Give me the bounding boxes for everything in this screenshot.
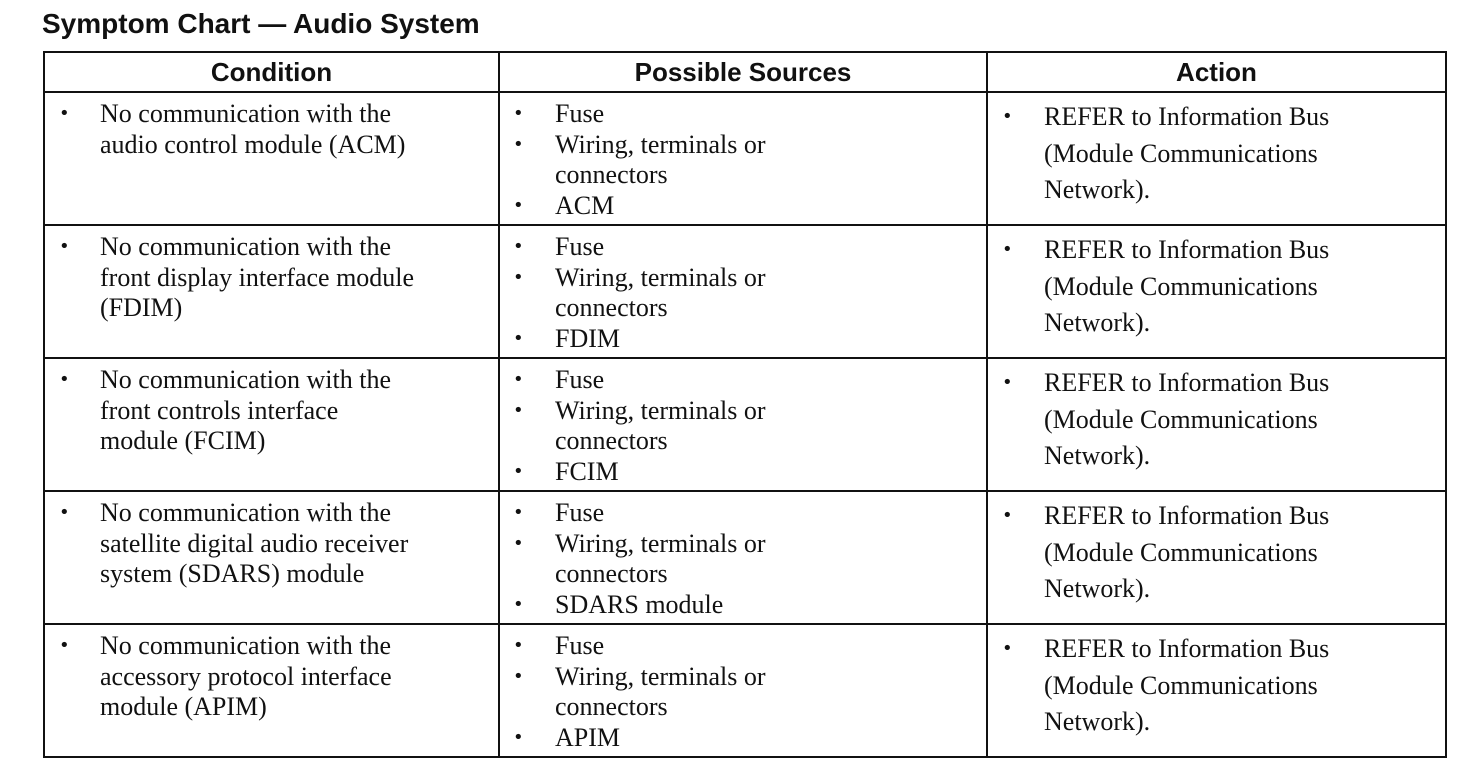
source-item bbox=[500, 232, 986, 263]
action-list bbox=[988, 625, 1445, 741]
bullet-icon: • bbox=[513, 635, 524, 656]
condition-item bbox=[45, 631, 498, 723]
condition-cell bbox=[44, 491, 499, 624]
bullet-icon: • bbox=[1002, 505, 1013, 526]
table-row bbox=[44, 491, 1446, 624]
source-item-text: Fuse bbox=[555, 365, 605, 394]
bullet-icon: • bbox=[513, 502, 524, 523]
bullet-icon: • bbox=[513, 726, 524, 748]
condition-cell bbox=[44, 92, 499, 225]
condition-item bbox=[45, 498, 498, 590]
action-item-text: REFER to Information Bus (Module Communications Network). bbox=[1044, 634, 1330, 736]
bullet-icon: • bbox=[59, 103, 70, 124]
action-cell bbox=[987, 358, 1446, 491]
action-list bbox=[988, 226, 1445, 342]
source-item-text: APIM bbox=[555, 722, 621, 752]
table-row bbox=[44, 92, 1446, 225]
bullet-icon: • bbox=[1002, 239, 1013, 260]
source-item-text: Fuse bbox=[555, 232, 605, 261]
condition-list bbox=[45, 359, 498, 457]
possible-sources-list bbox=[500, 226, 986, 354]
table-row bbox=[44, 624, 1446, 757]
bullet-icon: • bbox=[513, 665, 524, 687]
action-list bbox=[988, 93, 1445, 209]
bullet-icon: • bbox=[513, 593, 524, 615]
source-item-text: FDIM bbox=[555, 323, 621, 353]
bullet-icon: • bbox=[1002, 638, 1013, 659]
condition-item-text: No communication with the accessory protocol interface module (APIM) bbox=[100, 631, 392, 721]
possible-sources-list bbox=[500, 93, 986, 221]
condition-item bbox=[45, 232, 498, 324]
condition-list bbox=[45, 492, 498, 590]
action-item bbox=[988, 365, 1445, 475]
bullet-icon: • bbox=[513, 399, 524, 421]
action-column-header: Action bbox=[987, 52, 1446, 92]
page-title: Symptom Chart — Audio System bbox=[42, 8, 480, 39]
condition-item-text: No communication with the audio control module (ACM) bbox=[100, 99, 406, 159]
action-item-text: REFER to Information Bus (Module Communications Network). bbox=[1044, 235, 1330, 337]
source-item bbox=[500, 498, 986, 529]
source-item bbox=[500, 590, 986, 621]
action-list bbox=[988, 359, 1445, 475]
possible-sources-cell bbox=[499, 624, 987, 757]
bullet-icon: • bbox=[59, 236, 70, 257]
possible-sources-list bbox=[500, 625, 986, 753]
source-item bbox=[500, 662, 986, 723]
condition-item-text: No communication with the front display interface module (FDIM) bbox=[100, 232, 415, 322]
action-cell bbox=[987, 225, 1446, 358]
source-item bbox=[500, 191, 986, 222]
condition-item bbox=[45, 365, 498, 457]
bullet-icon: • bbox=[513, 133, 524, 155]
source-item bbox=[500, 99, 986, 130]
possible-sources-cell bbox=[499, 225, 987, 358]
source-item-text: Wiring, terminals or connectors bbox=[555, 528, 766, 588]
source-item bbox=[500, 365, 986, 396]
condition-cell bbox=[44, 624, 499, 757]
action-cell bbox=[987, 491, 1446, 624]
action-item-text: REFER to Information Bus (Module Communications Network). bbox=[1044, 102, 1330, 204]
bullet-icon: • bbox=[59, 502, 70, 523]
condition-item-text: No communication with the front controls interface module (FCIM) bbox=[100, 365, 392, 455]
source-item-text: SDARS module bbox=[555, 589, 724, 619]
possible-sources-column-header: Possible Sources bbox=[499, 52, 987, 92]
bullet-icon: • bbox=[59, 369, 70, 390]
bullet-icon: • bbox=[513, 532, 524, 554]
action-item bbox=[988, 232, 1445, 342]
action-item-text: REFER to Information Bus (Module Communications Network). bbox=[1044, 501, 1330, 603]
action-cell bbox=[987, 92, 1446, 225]
possible-sources-cell bbox=[499, 491, 987, 624]
bullet-icon: • bbox=[1002, 106, 1013, 127]
source-item-text: Wiring, terminals or connectors bbox=[555, 661, 766, 721]
table-row bbox=[44, 358, 1446, 491]
source-item bbox=[500, 529, 986, 590]
source-item bbox=[500, 324, 986, 355]
source-item-text: Fuse bbox=[555, 99, 605, 128]
source-item-text: Wiring, terminals or connectors bbox=[555, 262, 766, 322]
action-item bbox=[988, 498, 1445, 608]
condition-list bbox=[45, 93, 498, 160]
source-item-text: Wiring, terminals or connectors bbox=[555, 129, 766, 189]
bullet-icon: • bbox=[513, 194, 524, 216]
action-cell bbox=[987, 624, 1446, 757]
bullet-icon: • bbox=[1002, 372, 1013, 393]
bullet-icon: • bbox=[513, 369, 524, 390]
source-item-text: FCIM bbox=[555, 456, 619, 486]
header-row bbox=[44, 52, 1446, 92]
source-item bbox=[500, 631, 986, 662]
symptom-chart-table bbox=[43, 51, 1447, 758]
possible-sources-list bbox=[500, 359, 986, 487]
action-item bbox=[988, 99, 1445, 209]
source-item-text: Fuse bbox=[555, 498, 605, 527]
condition-cell bbox=[44, 358, 499, 491]
chart-body bbox=[44, 92, 1446, 757]
source-item bbox=[500, 263, 986, 324]
bullet-icon: • bbox=[59, 635, 70, 656]
source-item bbox=[500, 396, 986, 457]
action-item-text: REFER to Information Bus (Module Communications Network). bbox=[1044, 368, 1330, 470]
possible-sources-cell bbox=[499, 358, 987, 491]
table-row bbox=[44, 225, 1446, 358]
source-item-text: ACM bbox=[555, 190, 615, 220]
condition-item bbox=[45, 99, 498, 160]
source-item-text: Fuse bbox=[555, 631, 605, 660]
action-list bbox=[988, 492, 1445, 608]
source-item bbox=[500, 457, 986, 488]
possible-sources-list bbox=[500, 492, 986, 620]
condition-item-text: No communication with the satellite digital audio receiver system (SDARS) module bbox=[100, 498, 409, 588]
source-item bbox=[500, 723, 986, 754]
action-item bbox=[988, 631, 1445, 741]
bullet-icon: • bbox=[513, 266, 524, 288]
bullet-icon: • bbox=[513, 327, 524, 349]
bullet-icon: • bbox=[513, 103, 524, 124]
condition-column-header: Condition bbox=[44, 52, 499, 92]
bullet-icon: • bbox=[513, 236, 524, 257]
condition-list bbox=[45, 226, 498, 324]
condition-list bbox=[45, 625, 498, 723]
bullet-icon: • bbox=[513, 460, 524, 482]
possible-sources-cell bbox=[499, 92, 987, 225]
source-item bbox=[500, 130, 986, 191]
condition-cell bbox=[44, 225, 499, 358]
source-item-text: Wiring, terminals or connectors bbox=[555, 395, 766, 455]
